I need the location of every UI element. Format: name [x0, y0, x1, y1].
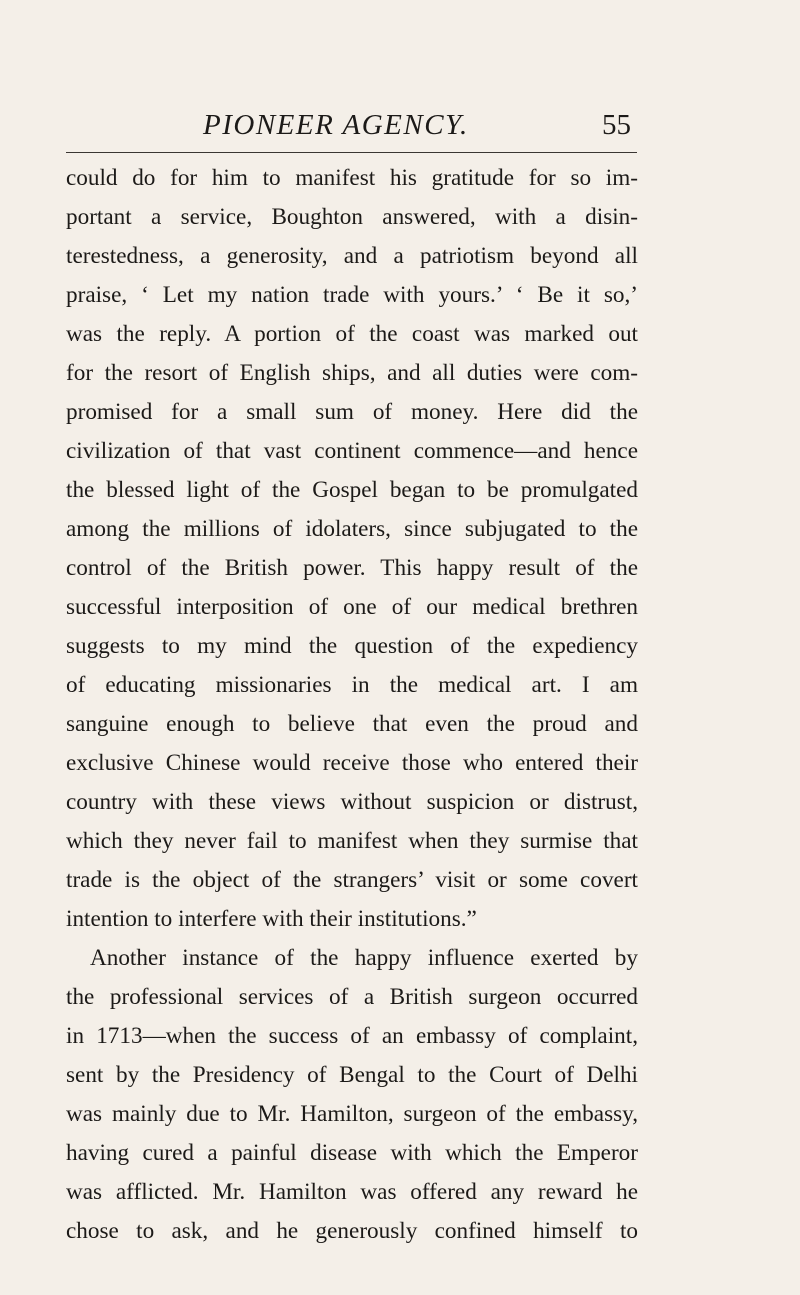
text-line: having cured a painful disease with which the Emperor [66, 1140, 638, 1166]
text-line: the professional services of a British surgeon occurred [66, 984, 638, 1010]
text-line: Another instance of the happy influence exerted by [90, 945, 638, 971]
text-line: was the reply. A portion of the coast was marked out [66, 321, 638, 347]
text-line: which they never fail to manifest when they surmise that [66, 828, 638, 854]
text-line: of educating missionaries in the medical art. I am [66, 672, 638, 698]
text-line: the blessed light of the Gospel began to be promulgated [66, 477, 638, 503]
text-line: among the millions of idolaters, since subjugated to the [66, 516, 638, 542]
text-line: sanguine enough to believe that even the proud and [66, 711, 638, 737]
page-number: 55 [602, 109, 631, 141]
text-line: was afflicted. Mr. Hamilton was offered any reward he [66, 1179, 638, 1205]
text-line: sent by the Presidency of Bengal to the Court of Delhi [66, 1062, 638, 1088]
header-rule [66, 152, 637, 153]
text-line: portant a service, Boughton answered, with a disin- [66, 204, 638, 230]
text-line: civilization of that vast continent commence—and hence [66, 438, 638, 464]
text-line: country with these views without suspicion or distrust, [66, 789, 638, 815]
text-line: trade is the object of the strangers’ visit or some covert [66, 867, 638, 893]
text-line: suggests to my mind the question of the expediency [66, 633, 638, 659]
running-head [0, 102, 800, 148]
running-title: PIONEER AGENCY. [203, 109, 469, 141]
body-text [66, 159, 638, 1251]
text-line: praise, ‘ Let my nation trade with yours.’ ‘ Be it so,’ [66, 282, 638, 308]
text-line: successful interposition of one of our medical brethren [66, 594, 638, 620]
text-line: terestedness, a generosity, and a patriotism beyond all [66, 243, 638, 269]
text-line: control of the British power. This happy result of the [66, 555, 638, 581]
text-line: in 1713—when the success of an embassy of complaint, [66, 1023, 638, 1049]
text-line: promised for a small sum of money. Here did the [66, 399, 638, 425]
text-line: intention to interfere with their institutions.” [66, 906, 477, 932]
text-line: for the resort of English ships, and all duties were com- [66, 360, 638, 386]
text-line: exclusive Chinese would receive those who entered their [66, 750, 638, 776]
text-line: could do for him to manifest his gratitude for so im- [66, 165, 638, 191]
text-line: chose to ask, and he generously confined himself to [66, 1218, 638, 1244]
text-line: was mainly due to Mr. Hamilton, surgeon of the embassy, [66, 1101, 638, 1127]
